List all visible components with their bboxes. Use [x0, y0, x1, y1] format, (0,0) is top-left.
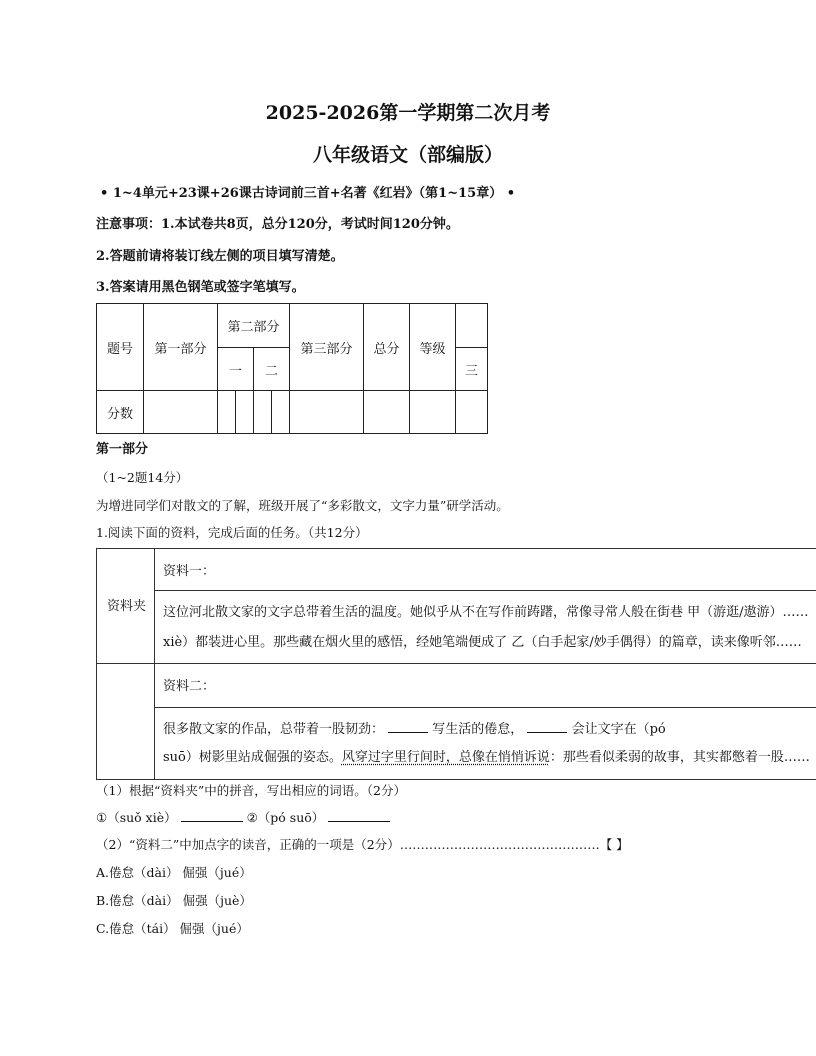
- option-a[interactable]: A.倦怠（dài） 倔强（jué）: [96, 865, 252, 880]
- score-sub-2: 二: [254, 348, 290, 391]
- question-1-prompt: 1.阅读下面的资料，完成后面的任务。（共12分）: [96, 525, 368, 540]
- score-row-label: 分数: [97, 391, 144, 434]
- section-range: （1~2题14分）: [96, 470, 189, 485]
- answer-label-b: ②（pó suō）: [246, 810, 325, 825]
- material-2-text-b: 写生活的倦怠，: [432, 722, 524, 737]
- material-1-line-1: 这位河北散文家的文字总带着生活的温度。她似乎从不在写作前踌躇，常像寻常人般在街巷 甲（游逛/遨游）……: [163, 605, 809, 620]
- score-cell-total[interactable]: [364, 391, 410, 434]
- score-header-tihao: 题号: [97, 304, 144, 391]
- notice-line-2: 2.答题前请将装订线左侧的项目填写清楚。: [96, 249, 344, 264]
- score-sub-3: 三: [456, 348, 488, 391]
- section-heading: 第一部分: [96, 442, 149, 457]
- question-1-2: （2）“资料二”中加点字的读音，正确的一项是（2分）…………………………………………【 】: [96, 837, 629, 852]
- exam-title: 2025-2026第一学期第二次月考: [265, 102, 551, 124]
- blank-1[interactable]: [388, 720, 428, 733]
- material-1-line-2: xiè）都装进心里。那些藏在烟火里的感悟，经她笔端便成了 乙（白手起家/妙手偶得）的篇章，读来像听邻……: [163, 635, 802, 650]
- material-2-underlined-text: 风穿过字里行间时，总像在悄悄诉说: [341, 750, 550, 765]
- score-header-part2: 第二部分: [218, 304, 290, 348]
- option-c[interactable]: C.倦怠（tái） 倔强（jué）: [96, 921, 249, 936]
- score-cell-2c[interactable]: [254, 391, 272, 434]
- material-2-title: 资料二：: [163, 679, 216, 694]
- score-cell-2d[interactable]: [272, 391, 290, 434]
- material-2-line-1: [163, 718, 666, 737]
- material-2-text-c: 会让文字在（pó: [571, 722, 666, 737]
- notice-line-1: 注意事项：1.本试卷共8页，总分120分，考试时间120分钟。: [96, 217, 459, 232]
- score-header-blank: [456, 304, 488, 348]
- material-folder-label: 资料夹: [107, 599, 147, 614]
- score-header-part3: 第三部分: [290, 304, 364, 391]
- answer-blank-b[interactable]: [328, 809, 390, 822]
- score-cell-blank[interactable]: [456, 391, 488, 434]
- notice-line-3: 3.答案请用黑色钢笔或签字笔填写。: [96, 280, 305, 295]
- material-2-text-e: ：那些看似柔弱的故事，其实都憋着一股……: [549, 750, 810, 765]
- activity-intro: 为增进同学们对散文的了解，班级开展了“多彩散文，文字力量”研学活动。: [96, 498, 509, 513]
- material-box: [96, 548, 816, 780]
- score-header-part1: 第一部分: [144, 304, 218, 391]
- material-1-title: 资料一：: [163, 564, 216, 579]
- score-cell-2a[interactable]: [218, 391, 236, 434]
- score-table: [96, 303, 488, 434]
- exam-subtitle: 八年级语文（部编版）: [312, 144, 503, 166]
- score-cell-part3[interactable]: [290, 391, 364, 434]
- answer-label-a: ①（suǒ xiè）: [96, 810, 177, 825]
- score-cell-2b[interactable]: [236, 391, 254, 434]
- score-cell-grade[interactable]: [410, 391, 456, 434]
- exam-scope: • 1~4单元+23课+26课古诗词前三首+名著《红岩》（第1~15章） •: [100, 186, 516, 201]
- score-sub-1: 一: [218, 348, 254, 391]
- score-cell-part1[interactable]: [144, 391, 218, 434]
- score-header-grade: 等级: [410, 304, 456, 391]
- blank-2[interactable]: [527, 720, 567, 733]
- material-2-text-a: 很多散文家的作品，总带着一股韧劲：: [163, 722, 385, 737]
- answer-blank-a[interactable]: [181, 809, 243, 822]
- option-b[interactable]: B.倦怠（dài） 倔强（juè）: [96, 893, 252, 908]
- question-1-1-answers: [96, 808, 390, 826]
- material-2-line-2: [163, 746, 810, 765]
- material-2-text-d: suō）树影里站成倔强的姿态。: [163, 750, 342, 765]
- question-1-1: （1）根据“资料夹”中的拼音，写出相应的词语。（2分）: [96, 783, 406, 798]
- score-header-total: 总分: [364, 304, 410, 391]
